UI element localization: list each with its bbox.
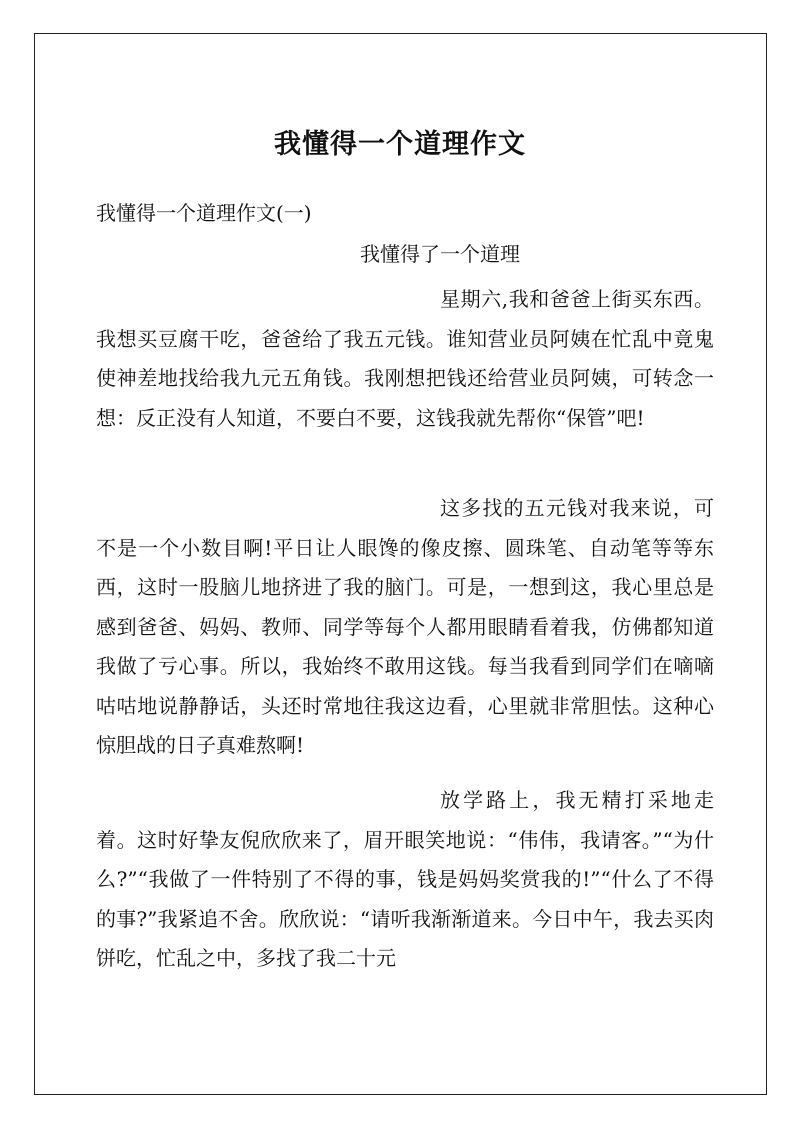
essay-subheading: 我懂得一个道理作文(一)	[96, 201, 312, 225]
paragraph-3: 放学路上，我无精打采地走着。这时好挚友倪欣欣来了，眉开眼笑地说：“伟伟，我请客。”“为什么?”“我做了一件特别了不得的事，钱是妈妈奖赏我的!”“什么了不得的事?”我紧追不舍。欣欣说：“请听我渐渐道来。今日中午，我去买肉饼吃，忙乱之中，多找了我二十元	[96, 788, 714, 970]
story-title: 我懂得了一个道理	[360, 242, 520, 266]
paragraph-2: 这多找的五元钱对我来说，可不是一个小数目啊!平日让人眼馋的像皮擦、圆珠笔、自动笔等等东西，这时一股脑儿地挤进了我的脑门。可是，一想到这，我心里总是感到爸爸、妈妈、教师、同学等每个人都用眼睛看着我，仿佛都知道我做了亏心事。所以，我始终不敢用这钱。每当我看到同学们在嘀嘀咕咕地说静静话，头还时常地往我这边看，心里就非常胆怯。这种心惊胆战的日子真难熬啊!	[96, 496, 714, 757]
document-title: 我懂得一个道理作文	[274, 129, 526, 160]
paragraph-1: 星期六,我和爸爸上街买东西。我想买豆腐干吃，爸爸给了我五元钱。谁知营业员阿姨在忙乱中竟鬼使神差地找给我九元五角钱。我刚想把钱还给营业员阿姨，可转念一想：反正没有人知道，不要白不要，这钱我就先帮你“保管”吧!	[96, 287, 714, 430]
